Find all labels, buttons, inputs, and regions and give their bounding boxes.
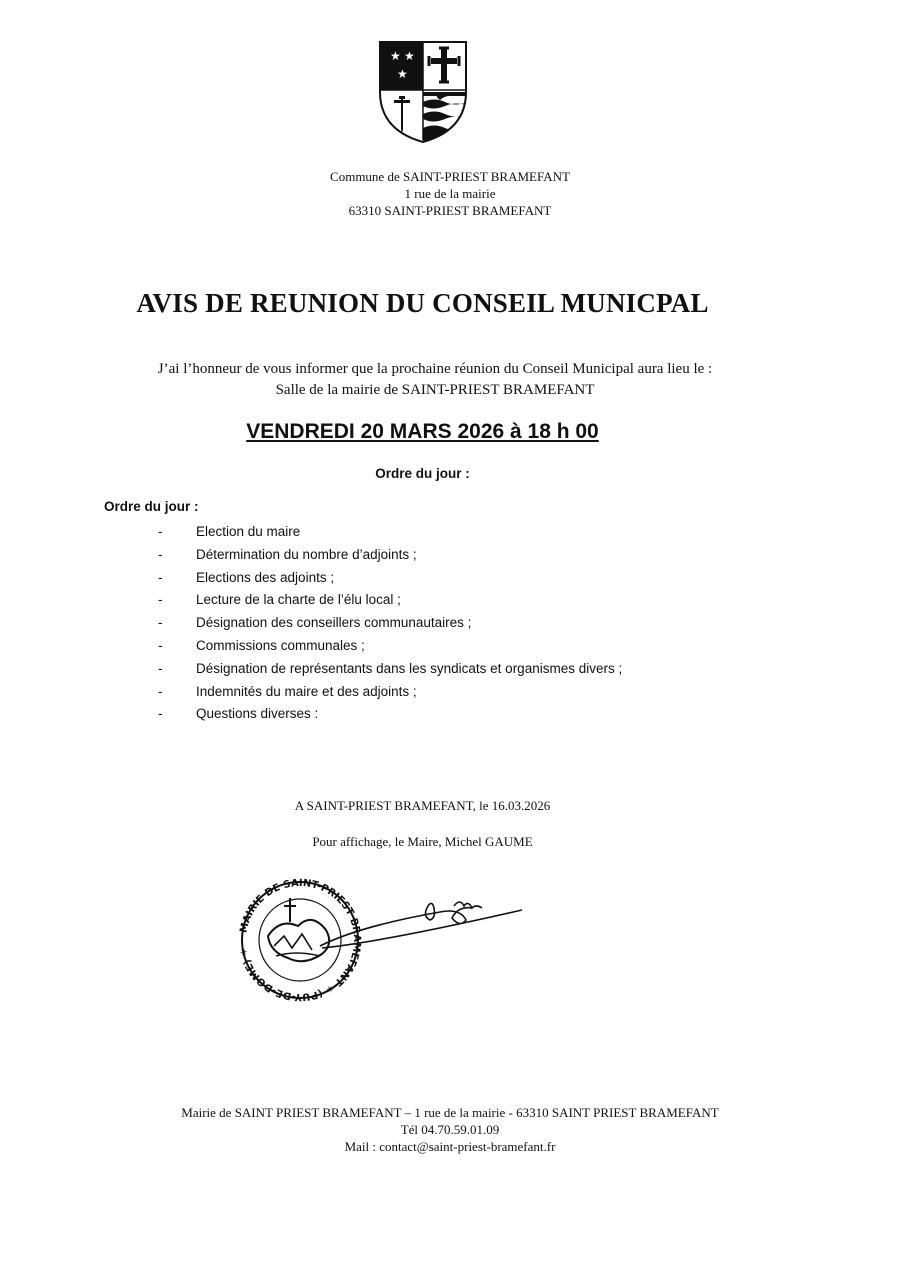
agenda-heading: Ordre du jour :	[104, 499, 199, 514]
svg-text:★: ★	[404, 49, 415, 63]
svg-text:★: ★	[397, 67, 408, 81]
svg-text:★: ★	[390, 49, 401, 63]
place-and-date: A SAINT-PRIEST BRAMEFANT, le 16.03.2026	[294, 798, 551, 813]
agenda-item-text: Election du maire	[196, 524, 301, 539]
agenda-item-text: Elections des adjoints ;	[196, 569, 335, 585]
meeting-date: VENDREDI 20 MARS 2026 à 18 h 00	[246, 420, 599, 443]
page-title: AVIS DE REUNION DU CONSEIL MUNICPAL	[136, 288, 709, 318]
bullet-dash: -	[158, 660, 163, 676]
bullet-dash: -	[158, 637, 163, 653]
bullet-dash: -	[158, 706, 163, 722]
official-seal-and-signature	[230, 876, 530, 1006]
footer	[0, 1104, 900, 1155]
footer-phone: Tél 04.70.59.01.09	[400, 1122, 500, 1137]
agenda-item-text: Lecture de la charte de l’élu local ;	[196, 592, 401, 608]
bullet-dash: -	[158, 592, 163, 608]
bullet-dash: -	[158, 615, 163, 631]
footer-address: Mairie de SAINT PRIEST BRAMEFANT – 1 rue de la mairie - 63310 SAINT PRIEST BRAMEFANT	[181, 1105, 719, 1120]
intro-line-1: J’ai l’honneur de vous informer que la prochaine réunion du Conseil Municipal aura lieu le :	[157, 361, 713, 377]
bullet-dash: -	[158, 546, 163, 562]
agenda-item-text: Indemnités du maire et des adjoints ;	[196, 683, 417, 699]
agenda-item-text: Commissions communales ;	[196, 637, 365, 653]
svg-text:MAIRIE DE SAINT-PRIEST BRAMEFA: MAIRIE DE SAINT-PRIEST BRAMEFANT ✶ (PUY-DE-DOME) ✶	[238, 877, 363, 1003]
bullet-dash: -	[158, 524, 163, 539]
agenda-item-text: Détermination du nombre d’adjoints ;	[196, 546, 417, 562]
agenda-heading-centered: Ordre du jour :	[375, 466, 470, 481]
coat-of-arms-logo	[378, 40, 468, 144]
signer-line: Pour affichage, le Maire, Michel GAUME	[312, 834, 533, 849]
bullet-dash: -	[158, 683, 163, 699]
agenda-item-text: Désignation des conseillers communautaires ;	[196, 615, 472, 631]
agenda-item-text: Désignation de représentants dans les syndicats et organismes divers ;	[196, 660, 623, 676]
intro-line-2: Salle de la mairie de SAINT-PRIEST BRAMEFANT	[275, 382, 595, 398]
footer-mail: Mail : contact@saint-priest-bramefant.fr	[344, 1139, 556, 1154]
city-address: 63310 SAINT-PRIEST BRAMEFANT	[348, 203, 552, 218]
street-address: 1 rue de la mairie	[404, 186, 496, 201]
agenda-item-text: Questions diverses :	[196, 706, 319, 722]
commune-name: Commune de SAINT-PRIEST BRAMEFANT	[330, 169, 570, 184]
bullet-dash: -	[158, 569, 163, 585]
header-address	[0, 168, 900, 219]
